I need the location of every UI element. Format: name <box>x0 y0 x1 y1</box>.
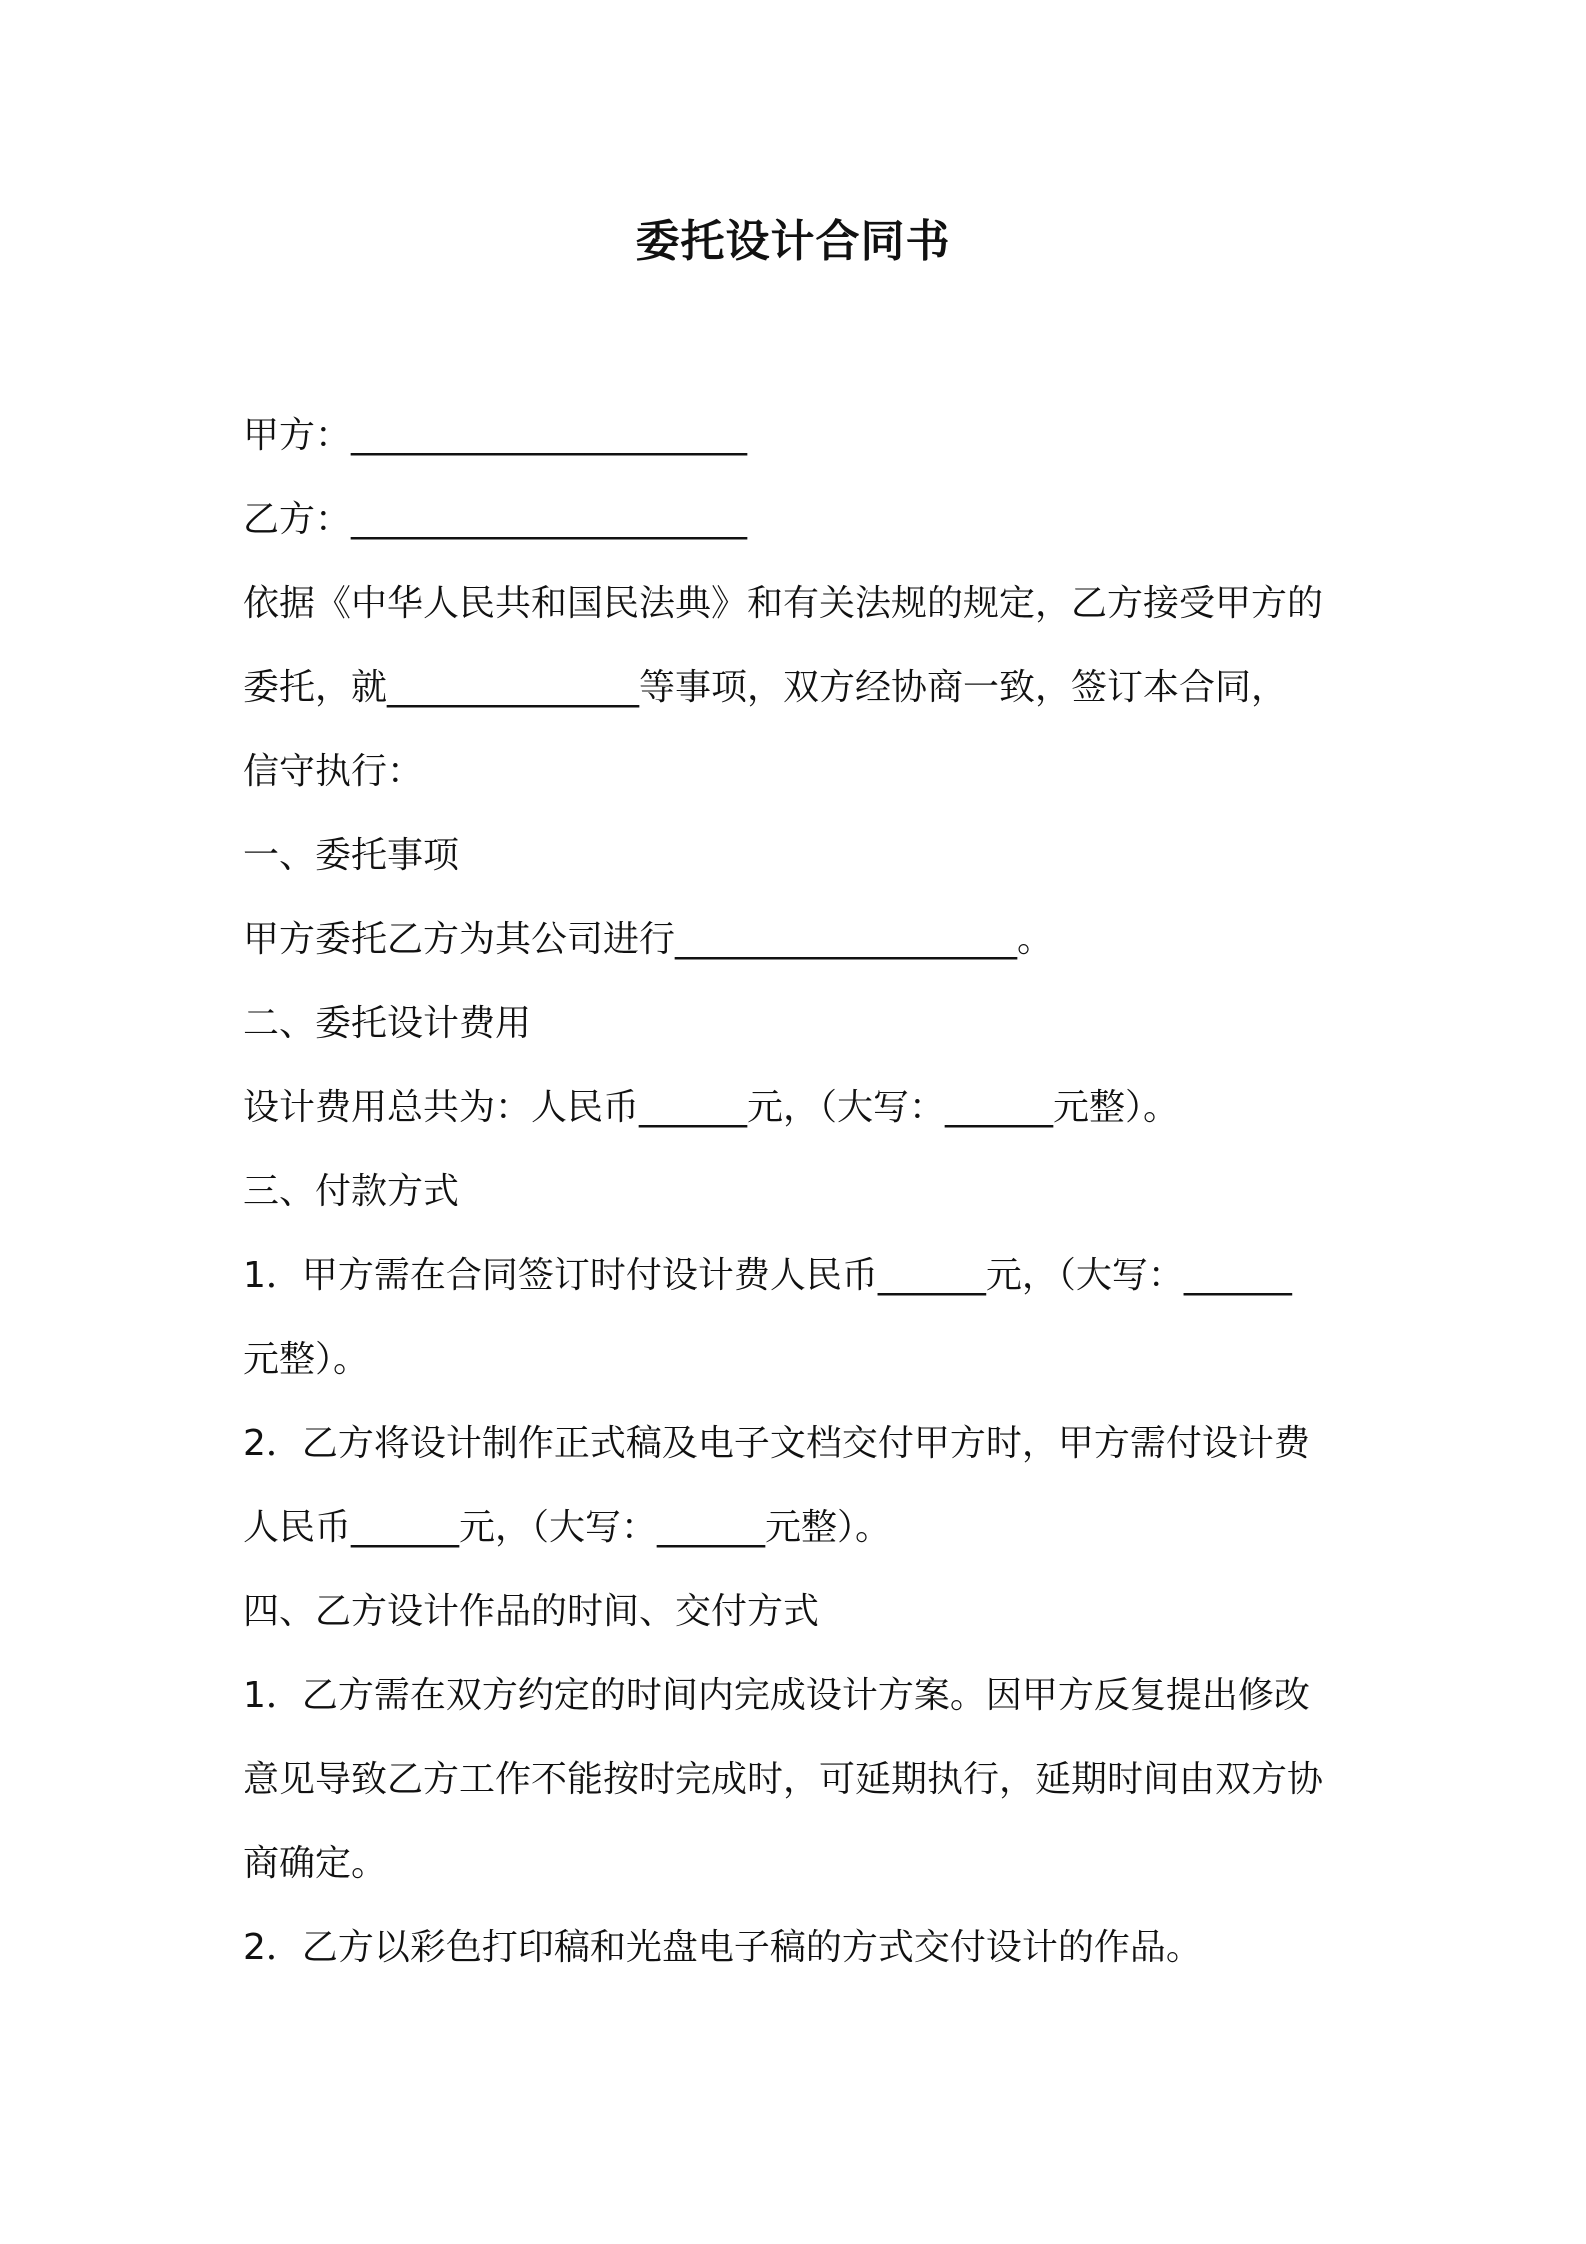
preamble-line-2: 委托，就______________等事项，双方经协商一致，签订本合同， <box>243 667 1288 708</box>
section-1-text: 甲方委托乙方为其公司进行___________________。 <box>243 919 1054 960</box>
section-heading-4: 四、乙方设计作品的时间、交付方式 <box>243 1591 820 1632</box>
section-2-text: 设计费用总共为：人民币______元，（大写：______元整）。 <box>243 1087 1180 1128</box>
preamble-line-1: 依据《中华人民共和国民法典》和有关法规的规定，乙方接受甲方的 <box>243 583 1324 624</box>
section-3-item-1-line-1: 1．甲方需在合同签订时付设计费人民币______元，（大写：______ <box>243 1255 1292 1296</box>
section-3-item-1-line-2: 元整）。 <box>243 1339 370 1380</box>
section-3-item-2-line-1: 2．乙方将设计制作正式稿及电子文档交付甲方时，甲方需付设计费 <box>243 1423 1310 1464</box>
party-a-line: 甲方：______________________ <box>243 415 748 456</box>
party-b-line: 乙方：______________________ <box>243 499 748 540</box>
section-4-item-1-line-1: 1．乙方需在双方约定的时间内完成设计方案。因甲方反复提出修改 <box>243 1675 1310 1716</box>
section-4-item-1-line-2: 意见导致乙方工作不能按时完成时，可延期执行，延期时间由双方协 <box>243 1759 1324 1800</box>
section-heading-2: 二、委托设计费用 <box>243 1003 532 1044</box>
section-3-item-2-line-2: 人民币______元，（大写：______元整）。 <box>243 1507 892 1548</box>
section-heading-3: 三、付款方式 <box>243 1171 460 1212</box>
document-body <box>243 408 1353 2004</box>
preamble-line-3: 信守执行： <box>243 751 424 792</box>
section-4-item-2: 2．乙方以彩色打印稿和光盘电子稿的方式交付设计的作品。 <box>243 1927 1202 1968</box>
document-title: 委托设计合同书 <box>635 216 951 267</box>
section-heading-1: 一、委托事项 <box>243 835 460 876</box>
section-4-item-1-line-3: 商确定。 <box>243 1843 388 1884</box>
